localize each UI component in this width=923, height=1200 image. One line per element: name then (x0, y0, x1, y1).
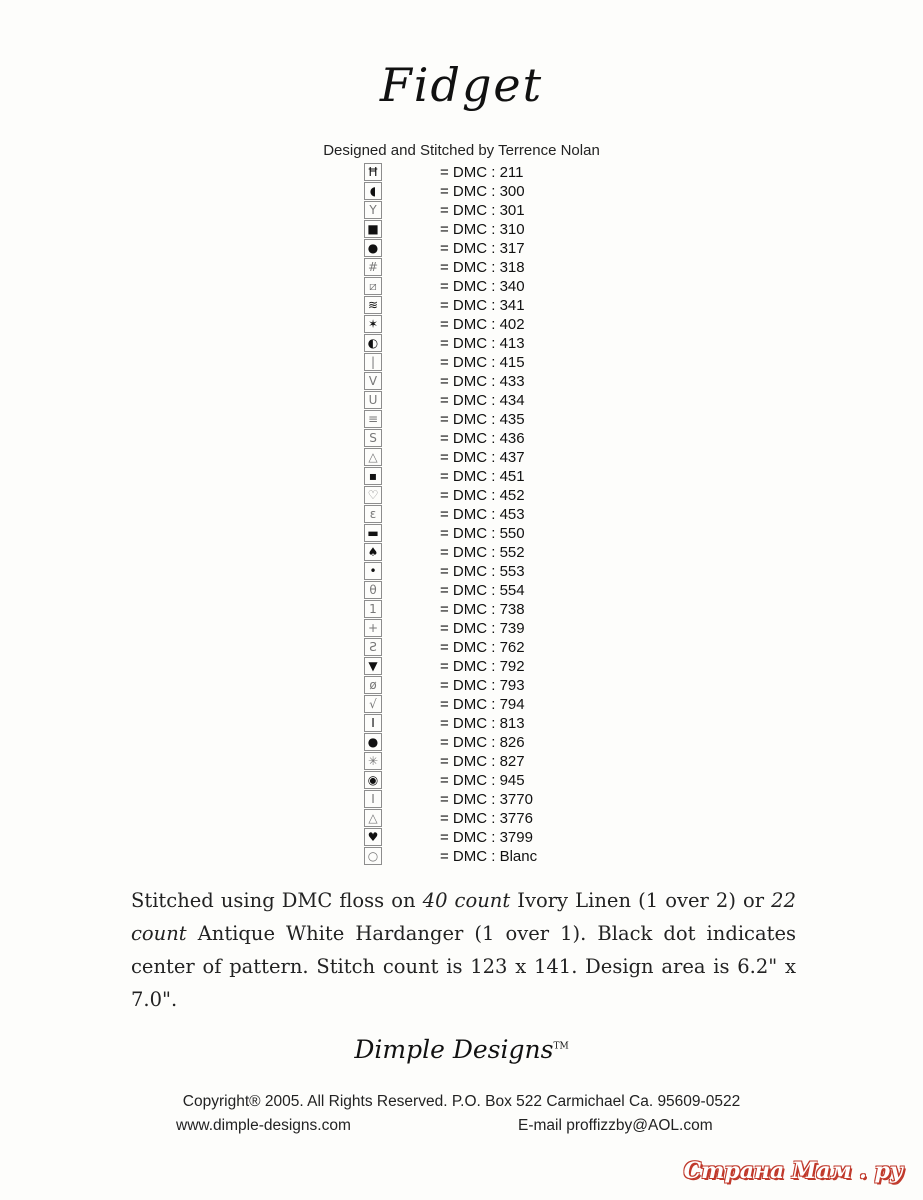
dmc-code: = DMC : 945 (440, 772, 525, 789)
dmc-code: = DMC : 436 (440, 430, 525, 447)
filled-circle-icon: ● (364, 733, 382, 751)
watermark: Страна Мам . ру (683, 1158, 903, 1184)
square-dot-icon: ▪ (364, 467, 382, 485)
Y-icon: Y (364, 201, 382, 219)
H-bar-icon: Ħ (364, 163, 382, 181)
plus-icon: + (364, 619, 382, 637)
dmc-code: = DMC : Blanc (440, 848, 538, 865)
vertical-line-icon: | (364, 353, 382, 371)
dmc-code: = DMC : 452 (440, 487, 525, 504)
dmc-code: = DMC : 341 (440, 297, 525, 314)
brand-name: Dimple Designs™ (354, 1035, 569, 1064)
dmc-code: = DMC : 453 (440, 506, 525, 523)
dmc-code: = DMC : 827 (440, 753, 525, 770)
check-icon: √ (364, 695, 382, 713)
star-icon: ✶ (364, 315, 382, 333)
spade-icon: ♠ (364, 543, 382, 561)
dmc-code: = DMC : 3776 (440, 810, 533, 827)
dmc-code: = DMC : 738 (440, 601, 525, 618)
dmc-code: = DMC : 739 (440, 620, 525, 637)
pattern-title: Fidget (379, 58, 544, 112)
tiny-dot-icon: • (364, 562, 382, 580)
half-filled-circle-icon: ◖ (364, 182, 382, 200)
one-icon: 1 (364, 600, 382, 618)
trademark-mark: TM (553, 1041, 569, 1052)
dmc-code: = DMC : 792 (440, 658, 525, 675)
dmc-code: = DMC : 402 (440, 316, 525, 333)
reverse-S-icon: Ƨ (364, 638, 382, 656)
filled-square-icon: ■ (364, 220, 382, 238)
dmc-code: = DMC : 554 (440, 582, 525, 599)
slashed-circle-icon: ø (364, 676, 382, 694)
dmc-code: = DMC : 435 (440, 411, 525, 428)
dmc-code: = DMC : 553 (440, 563, 525, 580)
filled-bar-icon: ▬ (364, 524, 382, 542)
dmc-code: = DMC : 415 (440, 354, 525, 371)
dmc-code: = DMC : 318 (440, 259, 525, 276)
dmc-code: = DMC : 413 (440, 335, 525, 352)
dmc-code: = DMC : 433 (440, 373, 525, 390)
epsilon-icon: ε (364, 505, 382, 523)
dmc-code: = DMC : 826 (440, 734, 525, 751)
dotted-circle-icon: ◉ (364, 771, 382, 789)
heart-outline-icon: ♡ (364, 486, 382, 504)
asterisk-icon: ✳ (364, 752, 382, 770)
dmc-code: = DMC : 793 (440, 677, 525, 694)
dmc-code: = DMC : 550 (440, 525, 525, 542)
dmc-code: = DMC : 3799 (440, 829, 533, 846)
dmc-code: = DMC : 3770 (440, 791, 533, 808)
dmc-code: = DMC : 300 (440, 183, 525, 200)
triangle-icon: △ (364, 809, 382, 827)
zigzag-icon: ≋ (364, 296, 382, 314)
U-icon: U (364, 391, 382, 409)
dmc-code: = DMC : 434 (440, 392, 525, 409)
hash-icon: # (364, 258, 382, 276)
heart-icon: ♥ (364, 828, 382, 846)
dmc-code: = DMC : 813 (440, 715, 525, 732)
V-icon: V (364, 372, 382, 390)
dmc-code: = DMC : 451 (440, 468, 525, 485)
small-dot-icon: ● (364, 239, 382, 257)
stitching-instructions: Stitched using DMC floss on 40 count Ivory Linen (1 over 2) or 22 count Antique White Hardanger (1 over 1). Black dot indicates center of pattern. Stitch count is 123 x 141. Design area is 6.2" x 7.0". (131, 889, 796, 1011)
dmc-code: = DMC : 211 (440, 164, 524, 181)
website-link[interactable]: www.dimple-designs.com (176, 1117, 351, 1134)
triangle-outline-icon: △ (364, 448, 382, 466)
dmc-code: = DMC : 794 (440, 696, 525, 713)
dmc-code: = DMC : 340 (440, 278, 525, 295)
email-link[interactable]: E-mail proffizzby@AOL.com (518, 1117, 713, 1134)
dmc-code: = DMC : 552 (440, 544, 525, 561)
circle-outline-icon: ○ (364, 847, 382, 865)
copyright-line: Copyright® 2005. All Rights Reserved. P.O. Box 522 Carmichael Ca. 95609-0522 (182, 1093, 741, 1110)
I-beam-icon: Ⅰ (364, 714, 382, 732)
triple-line-icon: ≡ (364, 410, 382, 428)
down-triangle-icon: ▼ (364, 657, 382, 675)
I-icon: I (364, 790, 382, 808)
dmc-code: = DMC : 437 (440, 449, 525, 466)
dmc-code: = DMC : 317 (440, 240, 525, 257)
designer-byline: Designed and Stitched by Terrence Nolan (323, 142, 600, 159)
S-icon: S (364, 429, 382, 447)
theta-icon: θ (364, 581, 382, 599)
dmc-code: = DMC : 301 (440, 202, 525, 219)
diagonal-box-icon: ⧄ (364, 277, 382, 295)
dmc-code: = DMC : 762 (440, 639, 525, 656)
dmc-code: = DMC : 310 (440, 221, 525, 238)
half-circle-icon: ◐ (364, 334, 382, 352)
